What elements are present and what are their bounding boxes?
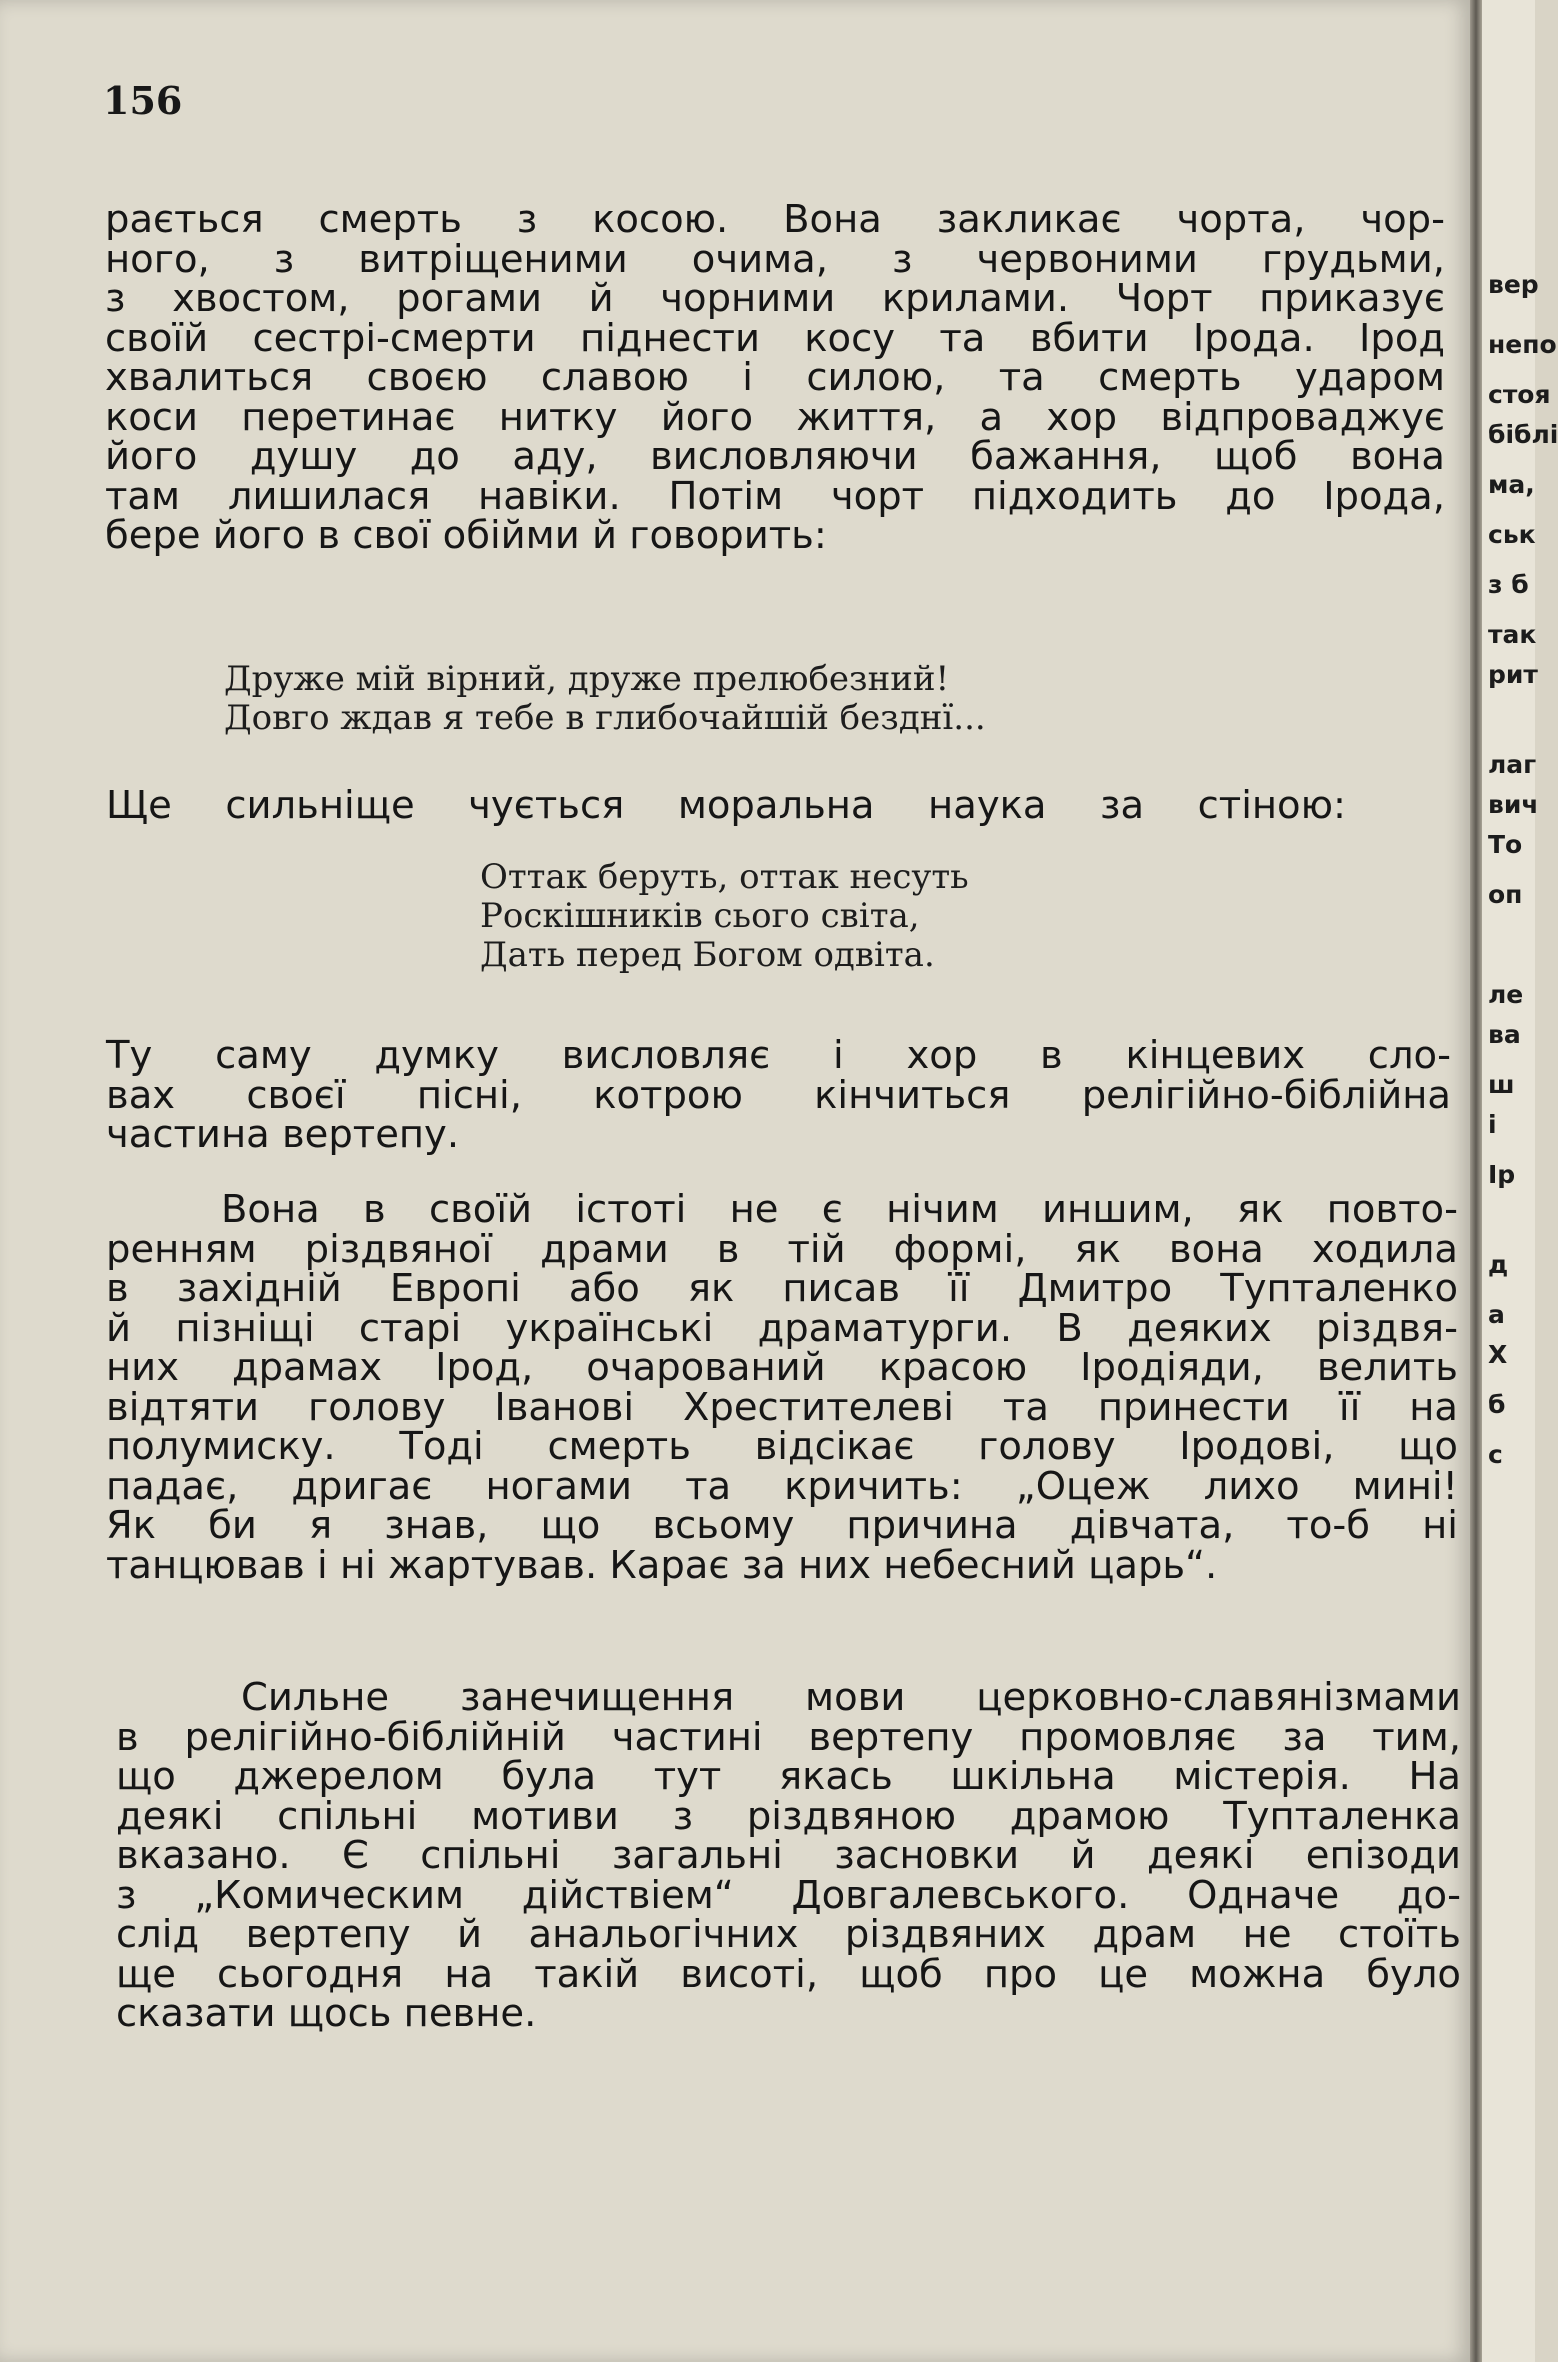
paragraph-1-line: бере його в свої обійми й говорить: bbox=[105, 513, 827, 558]
paragraph-4-line: відтяти голову Іванові Хрестителеві та принести її на bbox=[106, 1384, 1458, 1430]
paragraph-3-line: Ту саму думку висловляє і хор в кінцевих сло- bbox=[106, 1033, 1451, 1078]
paragraph-4-line: танцював і ні жартував. Карає за них небесний царь“. bbox=[106, 1542, 1218, 1588]
paragraph-1-line: з хвостом, рогами й чорними крилами. Чорт приказує bbox=[105, 276, 1445, 321]
paragraph-4-line: полумиску. Тоді смерть відсікає голову Іродові, що bbox=[106, 1424, 1458, 1469]
paragraph-4-line: ренням різдвяної драми в тій формі, як вона ходила bbox=[106, 1226, 1458, 1272]
paragraph-5-line: в релігійно-біблійній частині вертепу промовляє за тим, bbox=[116, 1714, 1461, 1760]
next-page-fragment: с bbox=[1488, 1440, 1503, 1469]
paragraph-1-line: рається смерть з косою. Вона закликає чорта, чор- bbox=[105, 197, 1445, 242]
next-page-fragment: непо bbox=[1488, 330, 1557, 359]
next-page-fragment: ва bbox=[1488, 1020, 1521, 1049]
paragraph-3-line: частина вертепу. bbox=[106, 1112, 460, 1157]
next-page-fragment: ле bbox=[1488, 980, 1524, 1009]
paragraph-4-line: них драмах Ірод, очарований красою Іродіяди, велить bbox=[106, 1345, 1458, 1390]
next-page-fragment: ш bbox=[1488, 1070, 1515, 1099]
paragraph-4-line: Як би я знав, що всьому причина дівчата, то-б ні bbox=[106, 1503, 1458, 1548]
paragraph-2-line: Ще сильніще чується моральна наука за стіною: bbox=[106, 783, 1346, 828]
paragraph-5 bbox=[116, 1675, 1461, 2036]
next-page-fragment: так bbox=[1488, 620, 1537, 649]
paragraph-3-line: вах своєї пісні, котрою кінчиться релігійно-біблійна bbox=[106, 1072, 1451, 1118]
paragraph-4-line: падає, дригає ногами та кричить: „Оцеж лихо мині! bbox=[106, 1463, 1458, 1509]
next-page-fragment: вич bbox=[1488, 790, 1539, 819]
next-page-fragment: вер bbox=[1488, 270, 1539, 299]
next-page-fragment: б bbox=[1488, 1390, 1506, 1419]
next-page-fragment: оп bbox=[1488, 880, 1523, 909]
paragraph-5-line: деякі спільні мотиви з різдвяною драмою Тупталенка bbox=[116, 1793, 1461, 1839]
paragraph-4 bbox=[106, 1187, 1458, 1588]
paragraph-5-line: вказано. Є спільні загальні засновки й деякі епізоди bbox=[116, 1833, 1461, 1878]
verse-2-line: Роскішників сього світа, bbox=[480, 896, 920, 936]
next-page-fragment: Ір bbox=[1488, 1160, 1516, 1189]
paragraph-5-line: Сильне занечищення мови церковно-славянізмами bbox=[241, 1675, 1461, 1720]
paragraph-1-line: його душу до аду, висловляючи бажання, щоб вона bbox=[105, 434, 1445, 479]
paragraph-1-line: своїй сестрі-смерти піднести косу та вбити Ірода. Ірод bbox=[105, 315, 1445, 361]
verse-1 bbox=[224, 660, 986, 738]
next-page-fragment: з б bbox=[1488, 570, 1529, 599]
paragraph-5-line: слід вертепу й анальогічних різдвяних драм не стоїть bbox=[116, 1912, 1461, 1957]
paragraph-1-line: ного, з витріщеними очима, з червоними грудьми, bbox=[105, 236, 1445, 282]
verse-2-line: Дать перед Богом одвіта. bbox=[480, 935, 935, 975]
paragraph-5-line: ще сьогодня на такій висоті, щоб про це можна було bbox=[116, 1951, 1461, 1997]
next-page-fragment: То bbox=[1488, 830, 1523, 859]
next-page-fragment: ськ bbox=[1488, 520, 1536, 549]
next-page-fragment: стоя bbox=[1488, 380, 1551, 409]
paragraph-5-line: сказати щось певне. bbox=[116, 1991, 537, 2036]
next-page-fragment: а bbox=[1488, 1300, 1505, 1329]
verse-2-line: Оттак беруть, оттак несуть bbox=[480, 857, 969, 897]
verse-2 bbox=[480, 858, 969, 975]
next-page-fragment: д bbox=[1488, 1250, 1509, 1279]
paragraph-4-line: в західній Европі або як писав її Дмитро Тупталенко bbox=[106, 1266, 1458, 1311]
paragraph-1-line: хвалиться своєю славою і силою, та смерть ударом bbox=[105, 355, 1445, 400]
paragraph-2 bbox=[106, 783, 1346, 828]
verse-1-line: Друже мій вірний, друже прелюбезний! bbox=[224, 659, 950, 699]
paragraph-5-line: що джерелом була тут якась шкільна містерія. На bbox=[116, 1754, 1461, 1799]
next-page-fragment: лаг bbox=[1488, 750, 1537, 779]
next-page-fragment: рит bbox=[1488, 660, 1538, 689]
book-gutter bbox=[1470, 0, 1482, 2362]
next-page-fragment: ма, bbox=[1488, 470, 1535, 499]
page-number: 156 bbox=[103, 78, 183, 123]
paragraph-4-line: й пізніщі старі українські драматурги. В деяких різдвя- bbox=[106, 1305, 1458, 1351]
next-page-fragment: біблі bbox=[1488, 420, 1558, 449]
next-page-edge bbox=[1482, 0, 1558, 2362]
paragraph-1-line: там лишилася навіки. Потім чорт підходить до Ірода, bbox=[105, 473, 1445, 519]
paragraph-1-line: коси перетинає нитку його життя, а хор відпроваджує bbox=[105, 394, 1445, 440]
next-page-fragment: і bbox=[1488, 1110, 1497, 1139]
paragraph-3 bbox=[106, 1033, 1451, 1157]
next-page-fragment: Х bbox=[1488, 1340, 1508, 1369]
paragraph-5-line: з „Комическим дійствіем“ Довгалевського. Одначе до- bbox=[116, 1872, 1461, 1918]
paragraph-1 bbox=[105, 197, 1445, 558]
paragraph-4-line: Вона в своїй істоті не є нічим иншим, як повто- bbox=[221, 1187, 1458, 1232]
verse-1-line: Довго ждав я тебе в глибочайшій безднї... bbox=[224, 698, 986, 738]
